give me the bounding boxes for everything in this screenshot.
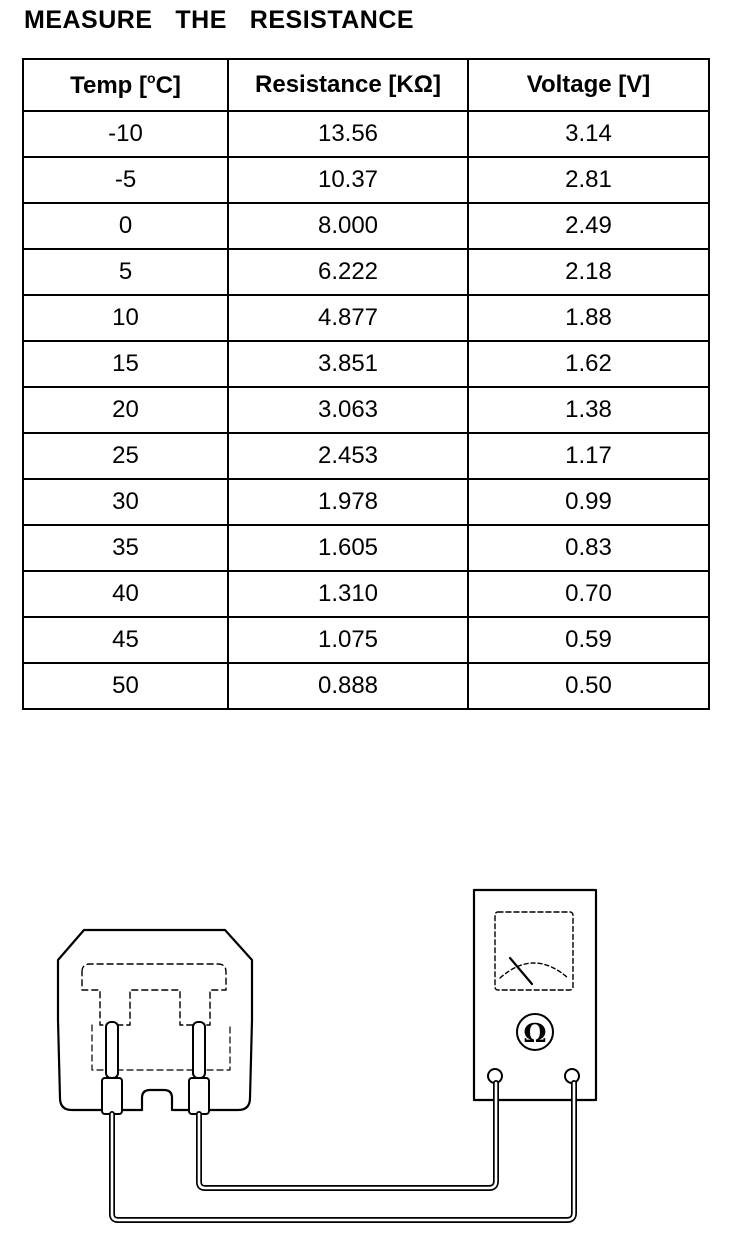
lead-wire-long-outer <box>112 1083 574 1220</box>
cell-temp: -10 <box>23 111 228 157</box>
cell-resistance: 0.888 <box>228 663 468 709</box>
cell-voltage: 2.49 <box>468 203 709 249</box>
table-row <box>23 479 709 525</box>
cell-resistance: 3.851 <box>228 341 468 387</box>
ohm-symbol: Ω <box>523 1019 547 1049</box>
cell-resistance: 6.222 <box>228 249 468 295</box>
cell-resistance: 13.56 <box>228 111 468 157</box>
table-row <box>23 433 709 479</box>
table-row <box>23 157 709 203</box>
header-resistance: Resistance [KΩ] <box>228 59 468 111</box>
cell-resistance: 1.978 <box>228 479 468 525</box>
table-row <box>23 203 709 249</box>
cell-temp: 35 <box>23 525 228 571</box>
cell-temp: 10 <box>23 295 228 341</box>
cell-resistance: 4.877 <box>228 295 468 341</box>
table-row <box>23 341 709 387</box>
cell-temp: 0 <box>23 203 228 249</box>
cell-voltage: 1.38 <box>468 387 709 433</box>
sensor-connector <box>58 930 252 1110</box>
cell-voltage: 3.14 <box>468 111 709 157</box>
table-row <box>23 525 709 571</box>
lead-wire-short-outer <box>199 1083 496 1188</box>
cell-voltage: 0.83 <box>468 525 709 571</box>
right-probe-pin <box>193 1022 205 1078</box>
cell-voltage: 2.81 <box>468 157 709 203</box>
header-temp: Temp [$^o$C] <box>23 59 228 111</box>
right-probe-sleeve <box>189 1078 209 1114</box>
table-row <box>23 387 709 433</box>
cell-temp: 20 <box>23 387 228 433</box>
cell-voltage: 0.99 <box>468 479 709 525</box>
table-body <box>23 111 709 709</box>
cell-temp: 40 <box>23 571 228 617</box>
cell-resistance: 10.37 <box>228 157 468 203</box>
cell-temp: 25 <box>23 433 228 479</box>
table-row <box>23 249 709 295</box>
connector-cavity <box>82 964 226 1025</box>
cell-voltage: 1.88 <box>468 295 709 341</box>
cell-voltage: 1.62 <box>468 341 709 387</box>
cell-voltage: 2.18 <box>468 249 709 295</box>
cell-resistance: 8.000 <box>228 203 468 249</box>
cell-temp: 30 <box>23 479 228 525</box>
table-row <box>23 295 709 341</box>
cell-resistance: 1.310 <box>228 571 468 617</box>
cell-temp: 5 <box>23 249 228 295</box>
header-voltage: Voltage [V] <box>468 59 709 111</box>
cell-resistance: 2.453 <box>228 433 468 479</box>
left-probe-pin <box>106 1022 118 1078</box>
table-row <box>23 617 709 663</box>
degree-symbol: o <box>147 70 156 86</box>
cell-resistance: 1.075 <box>228 617 468 663</box>
resistance-table <box>22 58 710 710</box>
page-title: MEASURE THE RESISTANCE <box>24 6 415 34</box>
left-probe-sleeve <box>102 1078 122 1114</box>
cell-voltage: 0.70 <box>468 571 709 617</box>
measurement-diagram <box>0 860 736 1250</box>
table-row <box>23 111 709 157</box>
cell-voltage: 0.50 <box>468 663 709 709</box>
cell-temp: 45 <box>23 617 228 663</box>
cell-resistance: 1.605 <box>228 525 468 571</box>
cell-temp: -5 <box>23 157 228 203</box>
cell-temp: 50 <box>23 663 228 709</box>
cell-voltage: 0.59 <box>468 617 709 663</box>
cell-resistance: 3.063 <box>228 387 468 433</box>
table-header-row <box>23 59 709 111</box>
cell-voltage: 1.17 <box>468 433 709 479</box>
cell-temp: 15 <box>23 341 228 387</box>
table-row <box>23 663 709 709</box>
table-row <box>23 571 709 617</box>
